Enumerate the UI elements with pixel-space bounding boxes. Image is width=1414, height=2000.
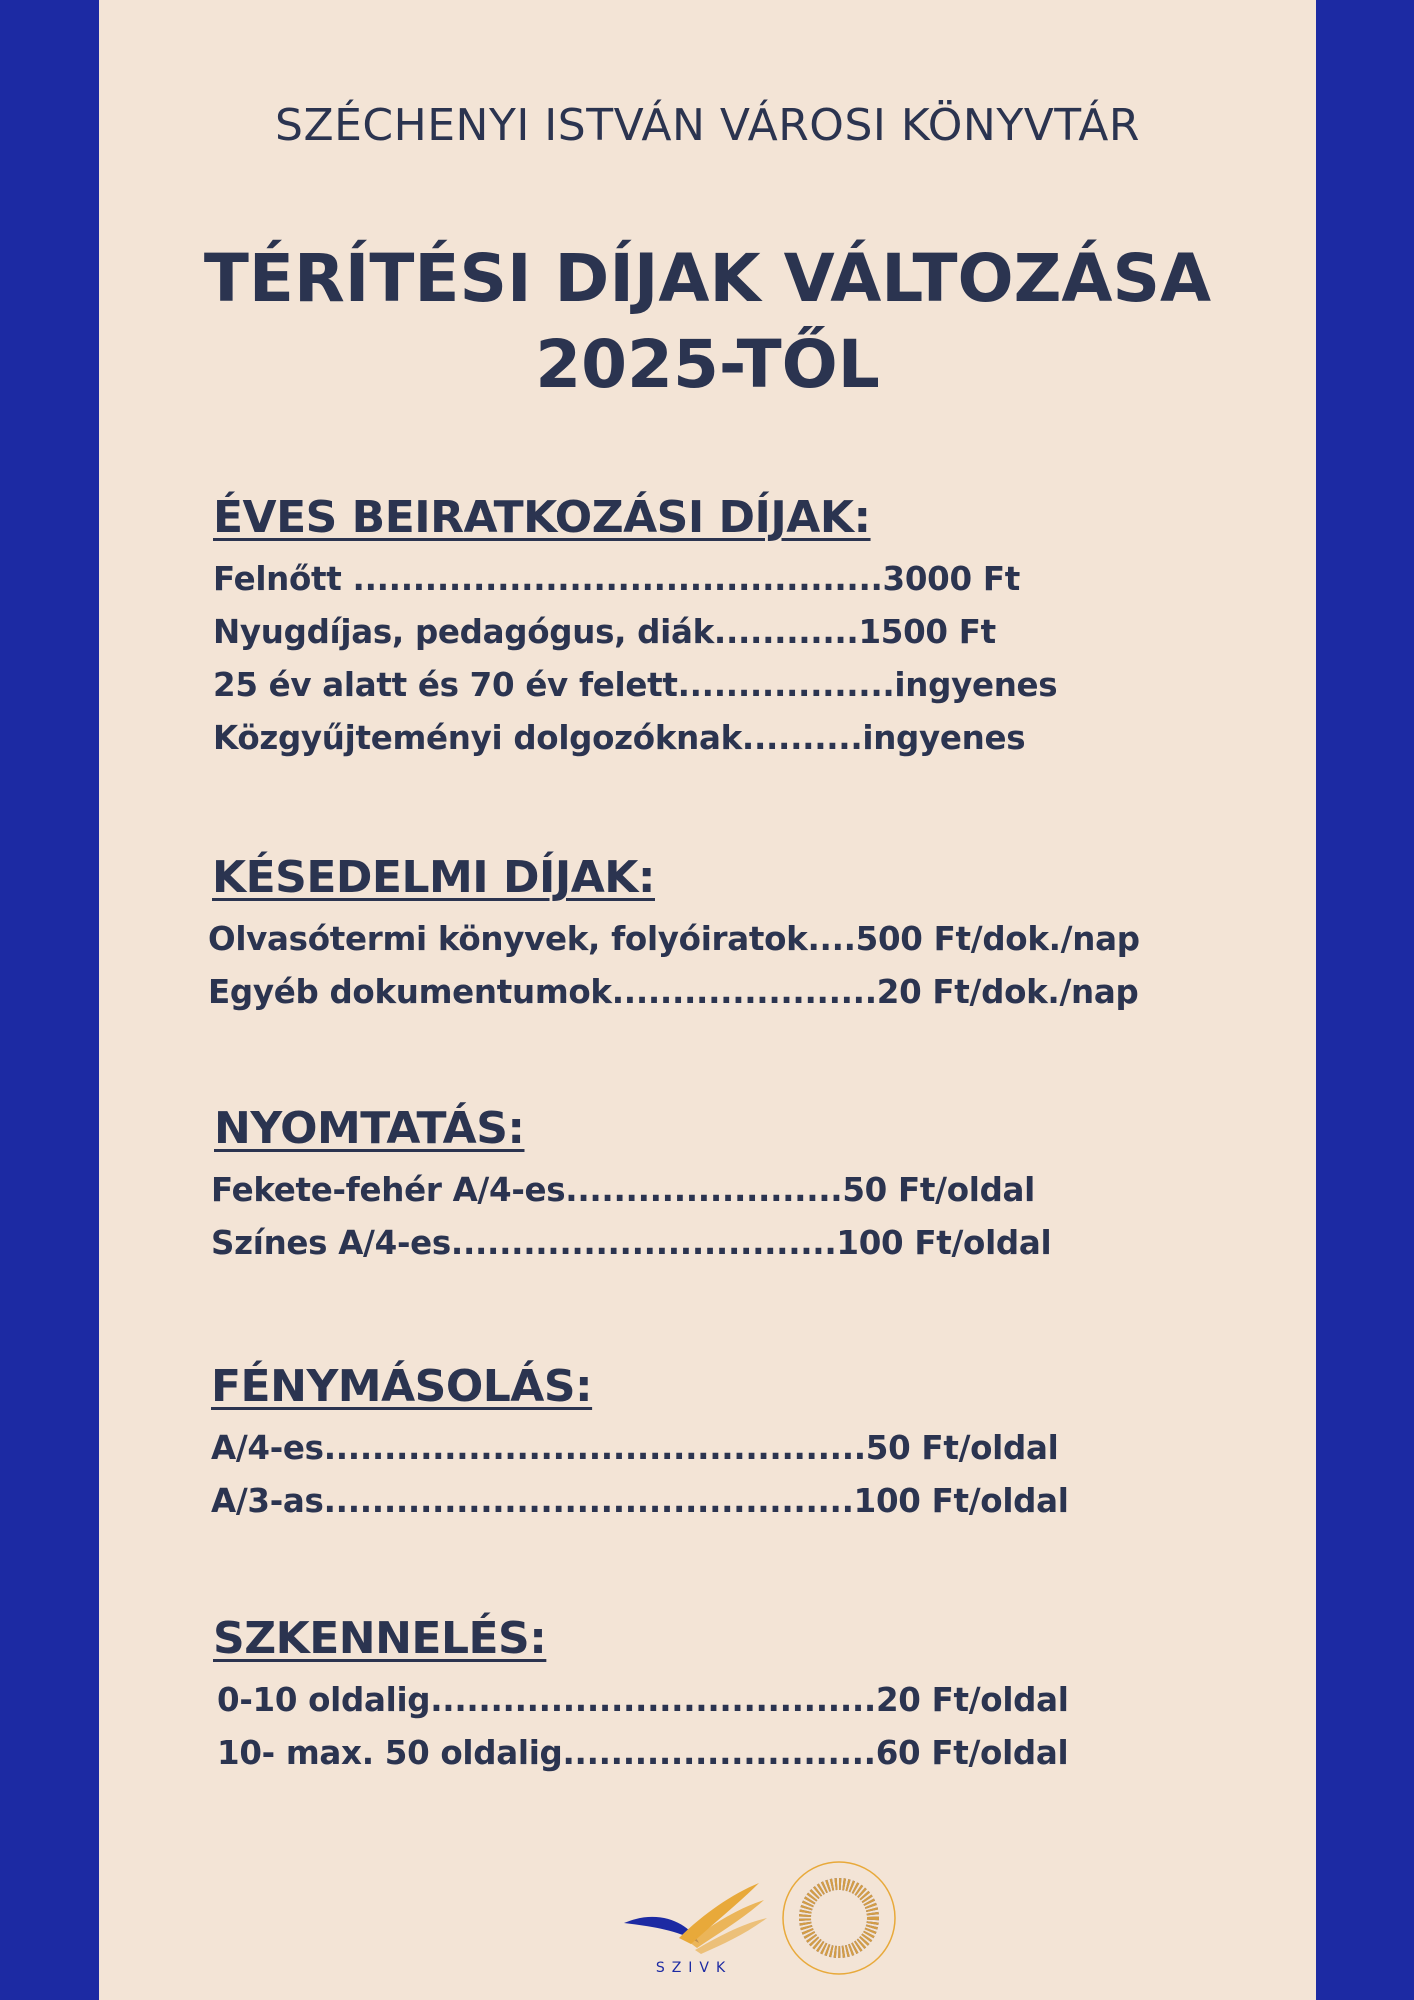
fee-row: A/3-as............................................100 Ft/oldal bbox=[211, 1482, 1069, 1520]
section-copying bbox=[211, 1361, 1069, 1528]
fee-row: Közgyűjteményi dolgozóknak..........ingyenes bbox=[213, 719, 1026, 757]
sztvk-logo bbox=[619, 1868, 769, 1978]
title-line-2: 2025-TŐL bbox=[535, 326, 880, 403]
section-scanning bbox=[213, 1613, 1069, 1780]
fee-row: Olvasótermi könyvek, folyóiratok....500 Ft/dok./nap bbox=[208, 920, 1140, 958]
quality-library-seal-icon bbox=[779, 1858, 899, 1978]
section-title: NYOMTATÁS: bbox=[214, 1103, 525, 1154]
fee-row: A/4-es.............................................50 Ft/oldal bbox=[211, 1429, 1059, 1467]
fee-row: 25 év alatt és 70 év felett..................ingyenes bbox=[213, 666, 1058, 704]
svg-text:SZIVK: SZIVK bbox=[655, 1960, 733, 1976]
title-line-1: TÉRÍTÉSI DÍJAK VÁLTOZÁSA bbox=[203, 240, 1212, 317]
fee-row: Fekete-fehér A/4-es.......................50 Ft/oldal bbox=[211, 1171, 1036, 1209]
institution-name: SZÉCHENYI ISTVÁN VÁROSI KÖNYVTÁR bbox=[275, 100, 1140, 151]
section-title: SZKENNELÉS: bbox=[213, 1613, 547, 1664]
section-enrollment-fees bbox=[213, 492, 1057, 765]
page-title bbox=[99, 236, 1316, 408]
section-late-fees bbox=[208, 852, 1140, 1019]
section-title: ÉVES BEIRATKOZÁSI DÍJAK: bbox=[213, 492, 871, 543]
section-printing bbox=[211, 1103, 1051, 1270]
fee-row: 10- max. 50 oldalig..........................60 Ft/oldal bbox=[217, 1734, 1069, 1772]
section-title: FÉNYMÁSOLÁS: bbox=[211, 1361, 593, 1412]
fee-row: Nyugdíjas, pedagógus, diák............1500 Ft bbox=[213, 613, 996, 651]
fee-row: Felnőtt ............................................3000 Ft bbox=[213, 560, 1020, 598]
fee-row: Egyéb dokumentumok......................20 Ft/dok./nap bbox=[208, 973, 1139, 1011]
fee-row: 0-10 oldalig.....................................20 Ft/oldal bbox=[217, 1681, 1069, 1719]
poster-page bbox=[99, 0, 1316, 2000]
fee-row: Színes A/4-es................................100 Ft/oldal bbox=[211, 1224, 1052, 1262]
section-title: KÉSEDELMI DÍJAK: bbox=[212, 852, 655, 903]
footer-logos bbox=[619, 1858, 999, 1978]
